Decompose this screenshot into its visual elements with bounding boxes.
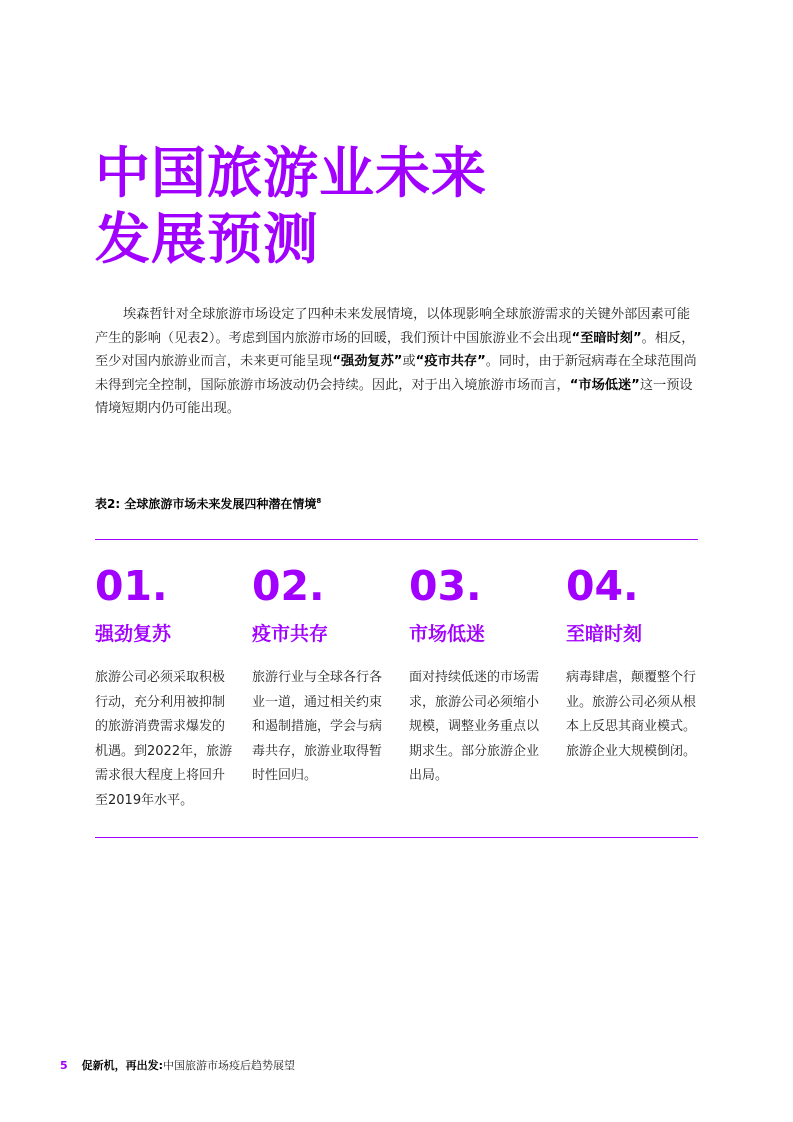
- scenario-description: 旅游公司必须采取积极行动，充分利用被抑制的旅游消费需求爆发的机遇。到2022年，旅游需求很大程度上将回升至2019年水平。: [95, 670, 233, 808]
- scenario-card-3: [409, 560, 547, 789]
- scenario-name: 强劲复苏: [95, 623, 172, 645]
- page-title: [95, 140, 487, 272]
- page-number: 5: [60, 1059, 68, 1072]
- scenario-name: 市场低迷: [409, 623, 486, 645]
- scenario-number: 02.: [252, 562, 325, 610]
- table-caption: [95, 495, 321, 512]
- table-caption-footnote: 8: [316, 497, 322, 505]
- scenario-description: 面对持续低迷的市场需求，旅游公司必须缩小规模，调整业务重点以期求生。部分旅游企业出局。: [409, 670, 540, 783]
- scenario-number: 03.: [409, 562, 482, 610]
- intro-text-5: 这一预设情境短期内仍可能出现。: [95, 377, 693, 416]
- scenario-card-2: [252, 560, 390, 789]
- table-caption-text: 表2: 全球旅游市场未来发展四种潜在情境: [95, 497, 317, 511]
- scenario-number: 01.: [95, 562, 168, 610]
- page-footer: [60, 1057, 295, 1073]
- table-top-divider: [95, 539, 698, 540]
- intro-paragraph: [95, 303, 701, 421]
- scenario-card-4: [566, 560, 704, 764]
- footer-subtitle: 中国旅游市场疫后趋势展望: [163, 1059, 296, 1072]
- intro-highlight-darkest: “至暗时刻”: [571, 330, 642, 346]
- intro-text-4: 。同时，由于新冠病毒在全球范围尚未得到完全控制，国际旅游市场波动仍会持续。因此，对于出入境旅游市场而言，: [95, 354, 697, 393]
- intro-highlight-recovery: “强劲复苏”: [332, 354, 403, 369]
- scenario-name: 至暗时刻: [566, 623, 643, 645]
- table-bottom-divider: [95, 837, 698, 838]
- footer-series-title: 促新机，再出发:: [81, 1059, 164, 1072]
- intro-highlight-downturn: “市场低迷”: [569, 377, 640, 393]
- page-title-line-1: 中国旅游业未来: [95, 141, 488, 205]
- page-title-line-2: 发展预测: [95, 207, 320, 271]
- scenario-name: 疫市共存: [252, 623, 329, 645]
- scenario-number: 04.: [566, 562, 639, 610]
- intro-highlight-coexist: “疫市共存”: [415, 354, 486, 369]
- scenario-description: 病毒肆虐，颠覆整个行业。旅游公司必须从根本上反思其商业模式。旅游企业大规模倒闭。: [566, 670, 697, 759]
- scenario-description: 旅游行业与全球各行各业一道，通过相关约束和遏制措施，学会与病毒共存，旅游业取得暂时性回归。: [252, 670, 383, 783]
- scenario-card-1: [95, 560, 233, 813]
- intro-text-2: 。相反，至少对国内旅游业而言，未来更可能呈现: [95, 330, 695, 369]
- intro-text-3: 或: [402, 354, 416, 369]
- intro-text-1: 埃森哲针对全球旅游市场设定了四种未来发展情境，以体现影响全球旅游需求的关键外部因素可能产生的影响（见表2）。考虑到国内旅游市场的回暖，我们预计中国旅游业不会出现: [95, 307, 691, 346]
